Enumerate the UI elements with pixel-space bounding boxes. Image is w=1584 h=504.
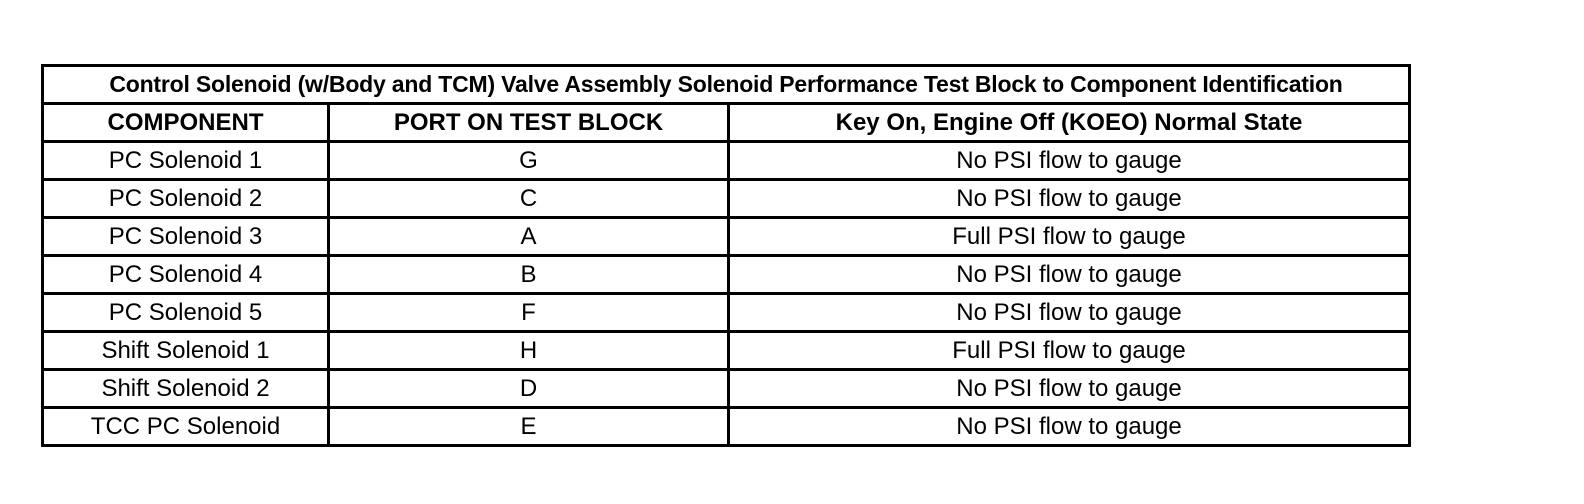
state-cell: No PSI flow to gauge (729, 142, 1410, 180)
port-cell: G (329, 142, 729, 180)
state-cell: No PSI flow to gauge (729, 256, 1410, 294)
component-cell: PC Solenoid 2 (43, 180, 329, 218)
component-cell: Shift Solenoid 1 (43, 332, 329, 370)
port-cell: A (329, 218, 729, 256)
table-row (43, 142, 1410, 180)
port-cell: H (329, 332, 729, 370)
port-cell: F (329, 294, 729, 332)
table-row (43, 332, 1410, 370)
column-header-koeo-state: Key On, Engine Off (KOEO) Normal State (729, 104, 1410, 142)
column-header-component: COMPONENT (43, 104, 329, 142)
table-title-row (43, 66, 1410, 104)
solenoid-test-table (41, 64, 1411, 447)
state-cell: Full PSI flow to gauge (729, 332, 1410, 370)
component-cell: PC Solenoid 1 (43, 142, 329, 180)
state-cell: No PSI flow to gauge (729, 370, 1410, 408)
table-row (43, 256, 1410, 294)
table-title: Control Solenoid (w/Body and TCM) Valve Assembly Solenoid Performance Test Block to Component Identification (43, 66, 1410, 104)
table-body (43, 142, 1410, 446)
column-header-port: PORT ON TEST BLOCK (329, 104, 729, 142)
component-cell: PC Solenoid 4 (43, 256, 329, 294)
state-cell: No PSI flow to gauge (729, 408, 1410, 446)
state-cell: No PSI flow to gauge (729, 180, 1410, 218)
table-row (43, 370, 1410, 408)
table-row (43, 218, 1410, 256)
port-cell: C (329, 180, 729, 218)
state-cell: No PSI flow to gauge (729, 294, 1410, 332)
port-cell: E (329, 408, 729, 446)
component-cell: Shift Solenoid 2 (43, 370, 329, 408)
table-row (43, 294, 1410, 332)
port-cell: D (329, 370, 729, 408)
port-cell: B (329, 256, 729, 294)
table-row (43, 180, 1410, 218)
component-cell: TCC PC Solenoid (43, 408, 329, 446)
table-row (43, 408, 1410, 446)
table-header-row (43, 104, 1410, 142)
component-cell: PC Solenoid 5 (43, 294, 329, 332)
state-cell: Full PSI flow to gauge (729, 218, 1410, 256)
component-cell: PC Solenoid 3 (43, 218, 329, 256)
